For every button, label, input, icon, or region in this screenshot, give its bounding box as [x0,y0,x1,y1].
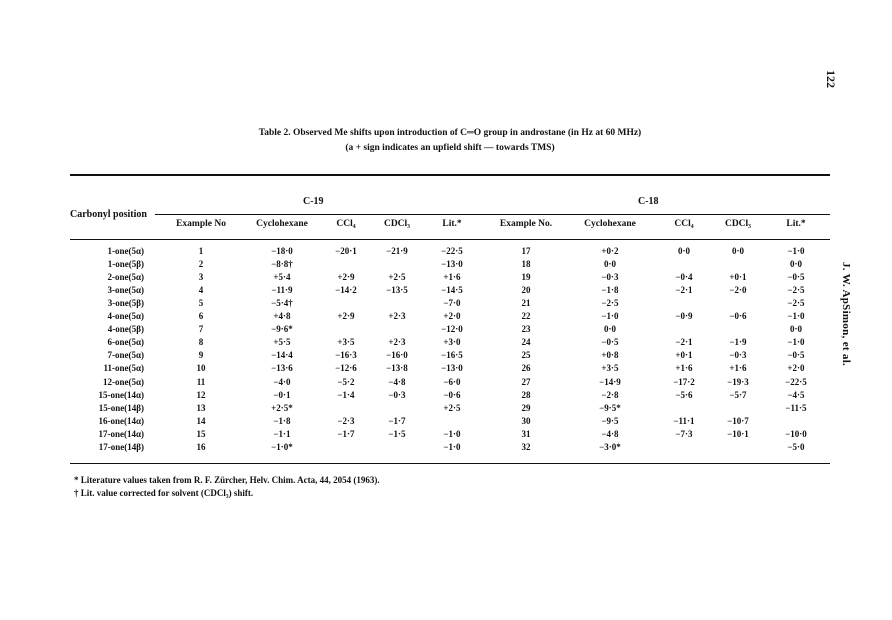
table-cell: 28 [521,389,531,400]
table-cell: −0·3 [729,350,747,361]
table-cell: +2·5 [443,402,461,413]
table-cell: +3·5 [337,337,355,348]
table-cell: 10 [196,363,206,374]
table-cell: −5·2 [337,376,355,387]
table-cell: −12·0 [441,324,463,335]
row-label: 12-one(5α) [102,376,144,387]
table-cell: 12 [196,389,206,400]
row-label: 17-one(14β) [98,441,144,452]
table-cell: 18 [521,259,531,270]
row-label: 11-one(5α) [103,363,144,374]
table-cell: +2·5* [271,402,293,413]
table-cell: 26 [521,363,531,374]
footnote-literature: * Literature values taken from R. F. Zürcher, Helv. Chim. Acta, 44, 2054 (1963). [74,475,380,485]
header-bottom-rule [70,239,830,240]
table-cell: −0·9 [675,311,693,322]
table-cell: 14 [196,415,206,426]
table-cell: 5 [198,298,204,309]
table-cell: 11 [196,376,206,387]
table-cell: 23 [521,324,531,335]
table-cell: −5·6 [675,389,693,400]
table-cell: −14·2 [335,285,357,296]
table-cell: −0·4 [675,272,693,283]
table-cell: −21·9 [386,246,408,256]
group-label-c19: C-19 [303,196,324,207]
row-label: 6-one(5α) [107,337,144,348]
table-cell: −1·8 [601,285,619,296]
table-cell: −1·5 [388,428,406,439]
table-cell: −1·7 [388,415,406,426]
row-header-label: Carbonyl position [70,209,147,220]
column-header: Example No. [499,219,553,229]
table-cell: −0·5 [787,350,805,361]
table-cell: 8 [198,337,204,348]
table-cell: +5·4 [273,272,291,283]
table-cell: 25 [521,350,531,361]
table-cell: −1·9 [729,337,747,348]
table-cell: −22·5 [441,246,463,256]
table-cell: −7·3 [675,428,693,439]
table-cell: 9 [198,350,204,361]
table-cell: −1·0 [787,311,805,322]
table-top-rule [70,174,830,176]
table-cell: 0·0 [731,246,744,256]
table-cell: +0·1 [675,350,693,361]
group-rule [155,214,830,215]
table-cell: −10·1 [727,428,749,439]
table-cell: 4 [198,285,204,296]
row-label: 1-one(5β) [107,259,144,270]
table-cell: −2·8 [601,389,619,400]
table-cell: 16 [196,441,206,452]
table-cell: −3·0* [599,441,621,452]
table-cell: +2·5 [388,272,406,283]
table-cell: −16·5 [441,350,463,361]
table-cell: 20 [521,285,531,296]
table-cell: −13·8 [386,363,408,374]
table-cell: 32 [521,441,531,452]
table-cell: 0·0 [603,324,616,335]
table-cell: 13 [196,402,206,413]
row-label: 4-one(5α) [107,311,144,322]
table-cell: −14·4 [271,350,293,361]
row-label: 7-one(5α) [107,350,144,361]
table-cell: −10·0 [785,428,807,439]
column-header: CDCl₃ [383,219,411,229]
table-cell: 31 [521,428,531,439]
row-label: 17-one(14α) [98,428,144,439]
column-header: Lit.* [442,219,462,229]
table-cell: −4·8 [388,376,406,387]
table-cell: −11·9 [271,285,293,296]
table-cell: +3·0 [443,337,461,348]
table-cell: +2·3 [388,311,406,322]
table-cell: 24 [521,337,531,348]
row-label: 1-one(5α) [107,246,144,256]
table-cell: −22·5 [785,376,807,387]
table-cell: −0·5 [601,337,619,348]
column-header: Lit.* [786,219,806,229]
table-cell: −14·5 [441,285,463,296]
running-head: J. W. ApSimon, et al. [840,262,852,367]
table-cell: −13·5 [386,285,408,296]
table-cell: −0·6 [443,389,461,400]
table-cell: 6 [198,311,204,322]
table-cell: 15 [196,428,206,439]
table-cell: −1·0 [787,246,805,256]
table-cell: −13·0 [441,259,463,270]
table-cell: +2·9 [337,311,355,322]
table-cell: −9·6* [271,324,293,335]
footnote-solvent: † Lit. value corrected for solvent (CDCl₃) shift. [74,488,254,498]
table-cell: −4·5 [787,389,805,400]
table-cell: −0·3 [388,389,406,400]
table-bottom-rule [70,463,830,464]
row-label: 2-one(5α) [107,272,144,283]
table-cell: 22 [521,311,531,322]
table-cell: −2·5 [601,298,619,309]
table-cell: +0·8 [601,350,619,361]
table-cell: −2·3 [337,415,355,426]
column-header: Cyclohexane [256,219,308,229]
column-header: CDCl₃ [724,219,752,229]
table-cell: −7·0 [443,298,461,309]
table-cell: +4·8 [273,311,291,322]
table-cell: −13·0 [441,363,463,374]
table-cell: +0·1 [729,272,747,283]
table-cell: −1·0 [443,441,461,452]
table-cell: 29 [521,402,531,413]
table-cell: −1·0 [601,311,619,322]
table-cell: −1·1 [273,428,291,439]
table-cell: −1·8 [273,415,291,426]
table-cell: −1·0 [787,337,805,348]
table-cell: −0·1 [273,389,291,400]
table-cell: −2·5 [787,285,805,296]
table-cell: −19·3 [727,376,749,387]
table-cell: −2·1 [675,337,693,348]
table-cell: −1·0 [443,428,461,439]
table-cell: −10·7 [727,415,749,426]
table-caption: Table 2. Observed Me shifts upon introduction of C═O group in androstane (in Hz at 60 MHz) [258,128,642,138]
column-header: CCl₄ [674,219,694,229]
table-cell: 17 [521,246,531,256]
row-label: 4-one(5β) [107,324,144,335]
row-label: 16-one(14α) [98,415,144,426]
table-cell: −8·8† [271,259,293,270]
table-cell: −2·5 [787,298,805,309]
table-cell: −13·6 [271,363,293,374]
table-cell: −17·2 [673,376,695,387]
table-cell: 0·0 [789,324,802,335]
table-cell: −9·5 [601,415,619,426]
table-cell: −0·6 [729,311,747,322]
table-cell: 7 [198,324,204,335]
table-cell: −2·0 [729,285,747,296]
table-cell: +5·5 [273,337,291,348]
row-label: 15-one(14α) [98,389,144,400]
table-cell: 21 [521,298,531,309]
table-cell: −12·6 [335,363,357,374]
table-cell: −1·0* [271,441,293,452]
table-cell: 30 [521,415,531,426]
table-cell: −11·5 [785,402,807,413]
table-cell: 0·0 [677,246,690,256]
column-header: Cyclohexane [584,219,636,229]
table-cell: 19 [521,272,531,283]
row-label: 3-one(5α) [107,285,144,296]
table-cell: 3 [198,272,204,283]
column-header: Example No [176,219,226,229]
table-cell: −5·7 [729,389,747,400]
table-cell: −2·1 [675,285,693,296]
table-cell: −5·0 [787,441,805,452]
table-cell: 27 [521,376,531,387]
table-cell: −6·0 [443,376,461,387]
table-cell: +1·6 [675,363,693,374]
page-number: 122 [824,70,838,88]
table-cell: −5·4† [271,298,293,309]
table-cell: −11·1 [673,415,695,426]
table-subcaption: (a + sign indicates an upfield shift — towards TMS) [345,143,555,153]
table-cell: −14·9 [599,376,621,387]
table-cell: −1·4 [337,389,355,400]
table-cell: 0·0 [603,259,616,270]
table-cell: +2·9 [337,272,355,283]
row-label: 3-one(5β) [107,298,144,309]
table-cell: −18·0 [271,246,293,256]
table-cell: 2 [198,259,204,270]
table-cell: +1·6 [443,272,461,283]
table-cell: +2·3 [388,337,406,348]
table-cell: −4·8 [601,428,619,439]
table-cell: −16·0 [386,350,408,361]
table-cell: +1·6 [729,363,747,374]
table-cell: −4·0 [273,376,291,387]
table-cell: +2·0 [443,311,461,322]
row-label: 15-one(14β) [98,402,144,413]
table-cell: 0·0 [789,259,802,270]
table-cell: +0·2 [601,246,619,256]
table-cell: −20·1 [335,246,357,256]
table-cell: +3·5 [601,363,619,374]
table-cell: −0·3 [601,272,619,283]
group-label-c18: C-18 [638,196,659,207]
table-cell: −9·5* [599,402,621,413]
column-header: CCl₄ [336,219,356,229]
table-cell: −16·3 [335,350,357,361]
table-cell: +2·0 [787,363,805,374]
table-cell: 1 [198,246,204,256]
table-cell: −0·5 [787,272,805,283]
table-cell: −1·7 [337,428,355,439]
